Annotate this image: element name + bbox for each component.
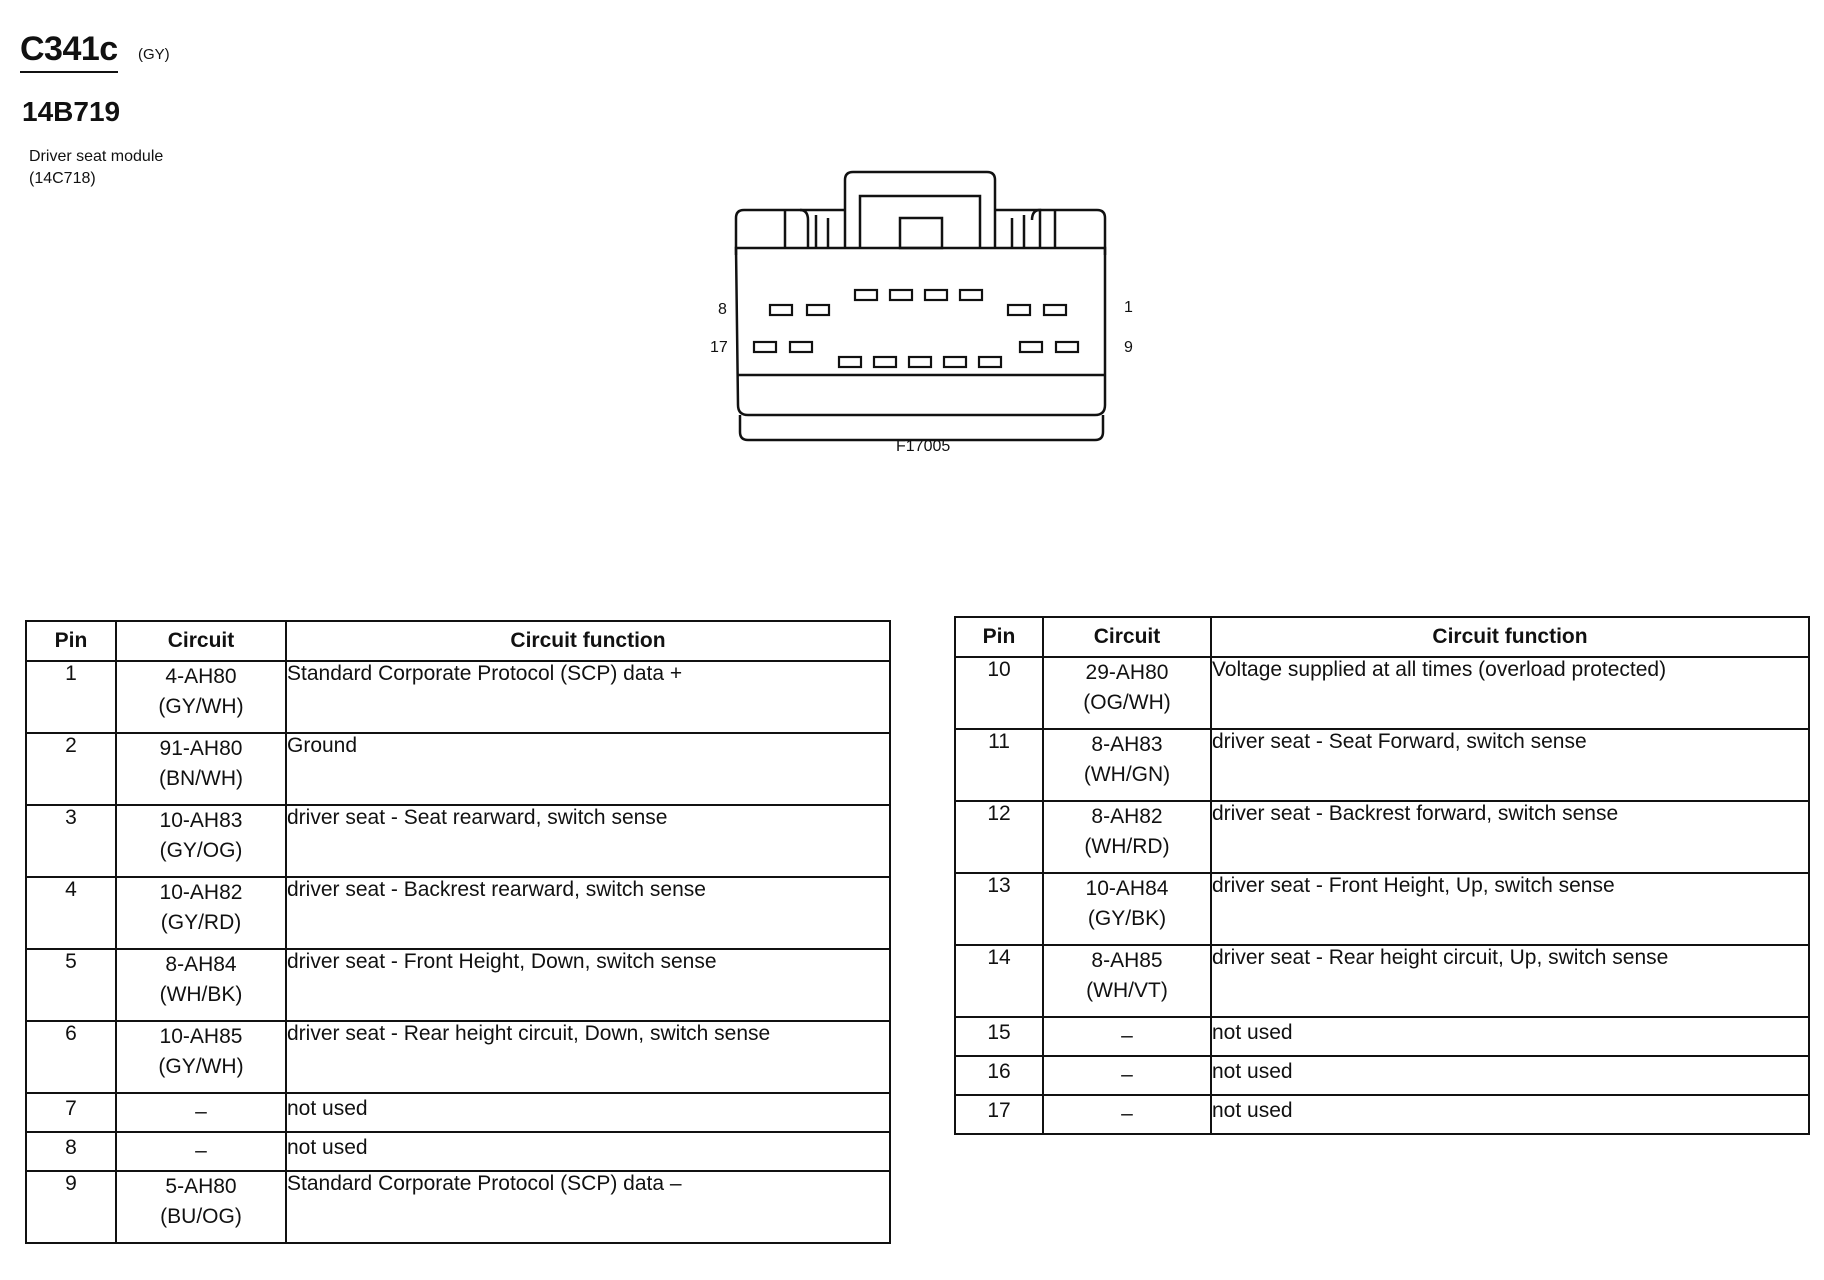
pinout-rows-right — [955, 657, 1809, 1134]
circuit-cell — [1043, 1056, 1211, 1095]
pin-number: 4 — [26, 877, 116, 949]
circuit-cell — [116, 1021, 286, 1093]
circuit-function: driver seat - Seat rearward, switch sense — [286, 805, 890, 877]
pin-number: 1 — [26, 661, 116, 733]
pin-label-8: 8 — [718, 301, 727, 318]
circuit-cell — [116, 1132, 286, 1171]
table-row — [955, 729, 1809, 801]
circuit-cell — [1043, 729, 1211, 801]
pin-label-9: 9 — [1124, 339, 1133, 356]
circuit-function: not used — [1211, 1095, 1809, 1134]
header-pin: Pin — [26, 621, 116, 661]
circuit-cell — [1043, 1095, 1211, 1134]
pin-number: 7 — [26, 1093, 116, 1132]
header-circuit: Circuit — [1043, 617, 1211, 657]
part-number: 14B719 — [22, 96, 121, 127]
pin-number: 12 — [955, 801, 1043, 873]
circuit-cell — [116, 1093, 286, 1132]
circuit-id: 8-AH83 — [1091, 733, 1163, 756]
circuit-id: – — [195, 1139, 207, 1162]
table-row — [955, 1095, 1809, 1134]
circuit-function: driver seat - Backrest forward, switch sense — [1211, 801, 1809, 873]
circuit-function: not used — [1211, 1056, 1809, 1095]
pin-cavities — [754, 290, 1078, 367]
pin-number: 17 — [955, 1095, 1043, 1134]
connector-body — [736, 248, 1105, 415]
wire-color: (BN/WH) — [159, 767, 243, 790]
pin-number: 9 — [26, 1171, 116, 1243]
circuit-id: 10-AH84 — [1085, 877, 1169, 900]
header-circuit-function: Circuit function — [286, 621, 890, 661]
pin-number: 16 — [955, 1056, 1043, 1095]
circuit-function: Voltage supplied at all times (overload protected) — [1211, 657, 1809, 729]
circuit-function: Standard Corporate Protocol (SCP) data + — [286, 661, 890, 733]
circuit-id: 91-AH80 — [159, 737, 243, 760]
circuit-cell — [116, 661, 286, 733]
circuit-function: driver seat - Backrest rearward, switch sense — [286, 877, 890, 949]
table-header-row — [955, 617, 1809, 657]
wire-color: (WH/RD) — [1084, 835, 1170, 858]
circuit-cell — [1043, 1017, 1211, 1056]
circuit-function: not used — [1211, 1017, 1809, 1056]
circuit-cell — [116, 733, 286, 805]
header-circuit-function: Circuit function — [1211, 617, 1809, 657]
pin-number: 5 — [26, 949, 116, 1021]
circuit-id: – — [1121, 1102, 1133, 1125]
pinout-table-left — [25, 620, 891, 1244]
pin-label-1: 1 — [1124, 299, 1133, 316]
latch-inner — [860, 196, 980, 248]
circuit-cell — [116, 805, 286, 877]
circuit-function: not used — [286, 1093, 890, 1132]
component-name: Driver seat module — [29, 148, 164, 165]
circuit-id: 29-AH80 — [1085, 661, 1169, 684]
circuit-cell — [1043, 945, 1211, 1017]
table-row — [955, 873, 1809, 945]
circuit-id: 8-AH82 — [1091, 805, 1163, 828]
circuit-id: 5-AH80 — [165, 1175, 237, 1198]
circuit-function: driver seat - Rear height circuit, Up, switch sense — [1211, 945, 1809, 1017]
component-part-number: (14C718) — [29, 170, 96, 187]
circuit-cell — [1043, 801, 1211, 873]
pinout-rows-left — [26, 661, 890, 1243]
pin-number: 11 — [955, 729, 1043, 801]
wire-color: (WH/BK) — [159, 983, 243, 1006]
table-row — [26, 1171, 890, 1243]
circuit-id: 8-AH84 — [165, 953, 237, 976]
wire-color: (GY/WH) — [158, 1055, 244, 1078]
circuit-function: driver seat - Front Height, Up, switch sense — [1211, 873, 1809, 945]
connector-face-diagram — [690, 160, 1170, 460]
circuit-cell — [116, 1171, 286, 1243]
connector-id: C341c — [20, 30, 118, 73]
circuit-function: Standard Corporate Protocol (SCP) data – — [286, 1171, 890, 1243]
wire-color: (GY/BK) — [1087, 907, 1167, 930]
circuit-function: driver seat - Seat Forward, switch sense — [1211, 729, 1809, 801]
pin-number: 10 — [955, 657, 1043, 729]
pin-label-17: 17 — [710, 339, 728, 356]
table-row — [955, 1056, 1809, 1095]
pinout-table-right — [954, 616, 1810, 1135]
circuit-cell — [116, 877, 286, 949]
pin-number: 13 — [955, 873, 1043, 945]
circuit-cell — [1043, 873, 1211, 945]
table-row — [26, 1132, 890, 1171]
circuit-id: 10-AH85 — [159, 1025, 243, 1048]
pin-number: 2 — [26, 733, 116, 805]
circuit-function: Ground — [286, 733, 890, 805]
circuit-function: driver seat - Front Height, Down, switch sense — [286, 949, 890, 1021]
latch-outer — [845, 172, 995, 248]
circuit-id: 10-AH83 — [159, 809, 243, 832]
wire-color: (GY/RD) — [160, 911, 242, 934]
wire-color: (GY/OG) — [159, 839, 243, 862]
table-row — [955, 1017, 1809, 1056]
circuit-id: 8-AH85 — [1091, 949, 1163, 972]
pin-number: 3 — [26, 805, 116, 877]
table-row — [26, 877, 890, 949]
circuit-id: – — [1121, 1063, 1133, 1086]
table-row — [955, 801, 1809, 873]
wire-color: (OG/WH) — [1083, 691, 1171, 714]
circuit-id: – — [195, 1100, 207, 1123]
figure-id: F17005 — [896, 438, 951, 455]
wire-color: (GY/WH) — [158, 695, 244, 718]
pin-number: 6 — [26, 1021, 116, 1093]
latch-nub — [900, 218, 942, 248]
circuit-id: – — [1121, 1024, 1133, 1047]
circuit-cell — [1043, 657, 1211, 729]
circuit-function: not used — [286, 1132, 890, 1171]
pin-number: 15 — [955, 1017, 1043, 1056]
circuit-cell — [116, 949, 286, 1021]
table-header-row — [26, 621, 890, 661]
circuit-id: 4-AH80 — [165, 665, 237, 688]
wire-color: (BU/OG) — [160, 1205, 242, 1228]
pin-number: 14 — [955, 945, 1043, 1017]
table-row — [26, 1021, 890, 1093]
header-circuit: Circuit — [116, 621, 286, 661]
connector-color: (GY) — [138, 46, 170, 63]
header-pin: Pin — [955, 617, 1043, 657]
circuit-function: driver seat - Rear height circuit, Down, switch sense — [286, 1021, 890, 1093]
table-row — [26, 1093, 890, 1132]
wire-color: (WH/VT) — [1086, 979, 1168, 1002]
table-row — [26, 805, 890, 877]
circuit-id: 10-AH82 — [159, 881, 243, 904]
table-row — [955, 657, 1809, 729]
table-row — [26, 949, 890, 1021]
wire-color: (WH/GN) — [1083, 763, 1171, 786]
table-row — [26, 733, 890, 805]
table-row — [26, 661, 890, 733]
pin-number: 8 — [26, 1132, 116, 1171]
table-row — [955, 945, 1809, 1017]
